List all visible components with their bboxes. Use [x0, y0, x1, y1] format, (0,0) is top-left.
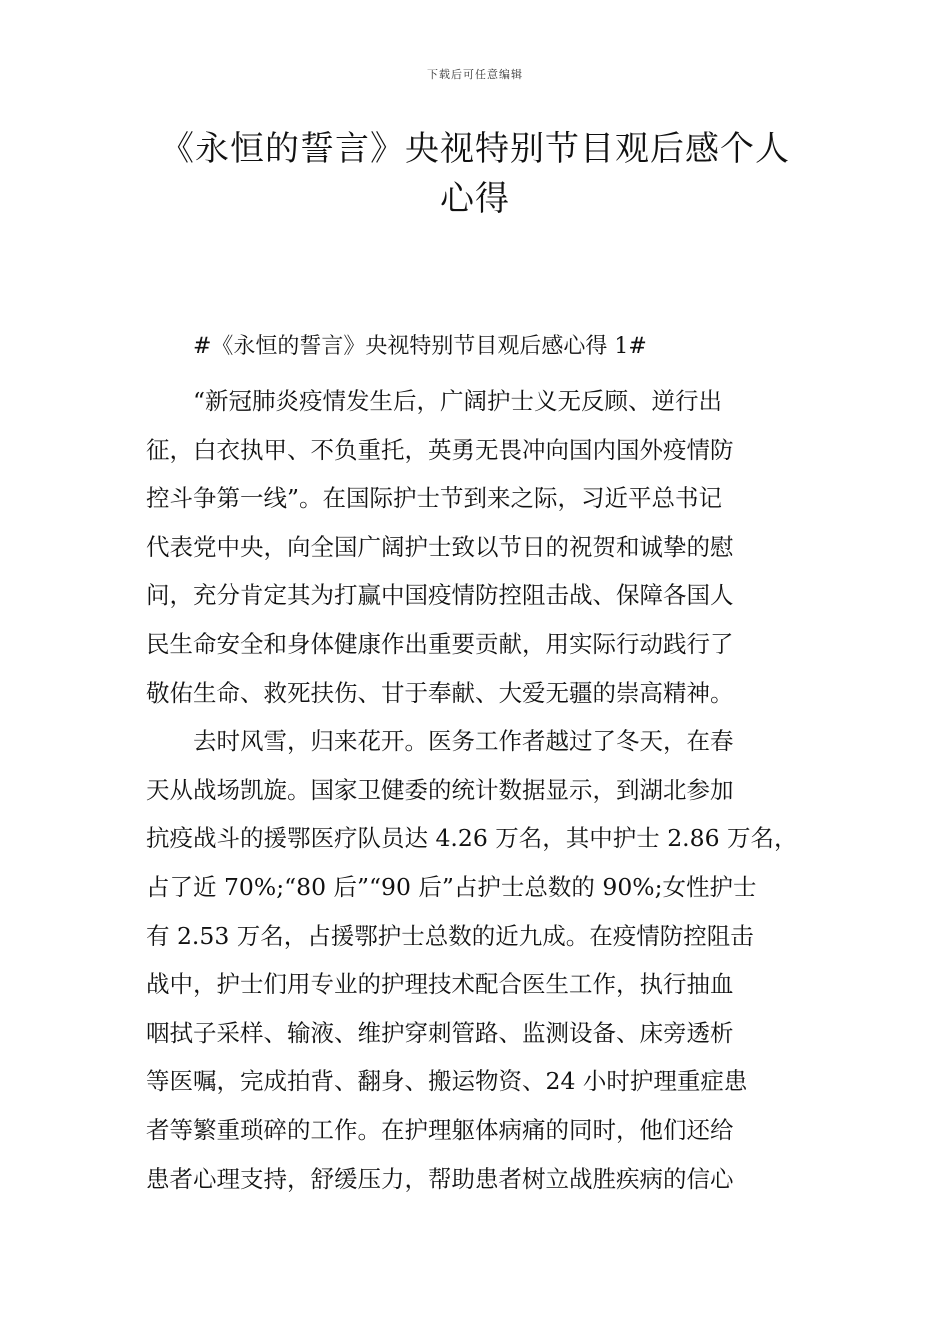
paragraph-line: 咽拭子采样、输液、维护穿刺管路、监测设备、床旁透析 — [146, 1018, 734, 1047]
title-line-1: 《永恒的誓言》央视特别节目观后感个人 — [160, 129, 790, 169]
paragraph-line: 有 2.53 万名，占援鄂护士总数的近九成。在疫情防控阻击 — [146, 921, 754, 950]
document-title — [150, 124, 800, 224]
paragraph-line: 征，白衣执甲、不负重托，英勇无畏冲向国内国外疫情防 — [146, 435, 734, 464]
paragraph-line: “新冠肺炎疫情发生后，广阔护士义无反顾、逆行出 — [193, 387, 723, 415]
section-heading: #《永恒的誓言》央视特别节目观后感心得 1# — [193, 334, 647, 359]
paragraph-line: 患者心理支持，舒缓压力，帮助患者树立战胜疾病的信心 — [146, 1164, 734, 1193]
header-note: 下载后可任意编辑 — [427, 68, 523, 81]
paragraph-line: 去时风雪，归来花开。医务工作者越过了冬天，在春 — [193, 727, 734, 756]
body-text — [146, 377, 826, 1203]
paragraph-line: 等医嘱，完成拍背、翻身、搬运物资、24 小时护理重症患 — [146, 1067, 748, 1096]
paragraph-1 — [146, 377, 826, 717]
paragraph-line: 民生命安全和身体健康作出重要贡献，用实际行动践行了 — [146, 629, 734, 658]
paragraph-line: 占了近 70%;“80 后”“90 后”占护士总数的 90%;女性护士 — [146, 872, 757, 901]
paragraph-line: 问，充分肯定其为打赢中国疫情防控阻击战、保障各国人 — [146, 581, 734, 610]
paragraph-line: 控斗争第一线”。在国际护士节到来之际，习近平总书记 — [146, 484, 723, 513]
title-line-2: 心得 — [440, 179, 510, 219]
paragraph-line: 代表党中央，向全国广阔护士致以节日的祝贺和诚挚的慰 — [146, 532, 734, 561]
paragraph-line: 敬佑生命、救死扶伤、甘于奉献、大爱无疆的崇高精神。 — [146, 678, 734, 707]
paragraph-line: 抗疫战斗的援鄂医疗队员达 4.26 万名，其中护士 2.86 万名， — [146, 824, 798, 853]
paragraph-2 — [146, 717, 826, 1203]
paragraph-line: 战中，护士们用专业的护理技术配合医生工作，执行抽血 — [146, 970, 734, 999]
paragraph-line: 者等繁重琐碎的工作。在护理躯体病痛的同时，他们还给 — [146, 1115, 734, 1144]
paragraph-line: 天从战场凯旋。国家卫健委的统计数据显示，到湖北参加 — [146, 775, 734, 804]
